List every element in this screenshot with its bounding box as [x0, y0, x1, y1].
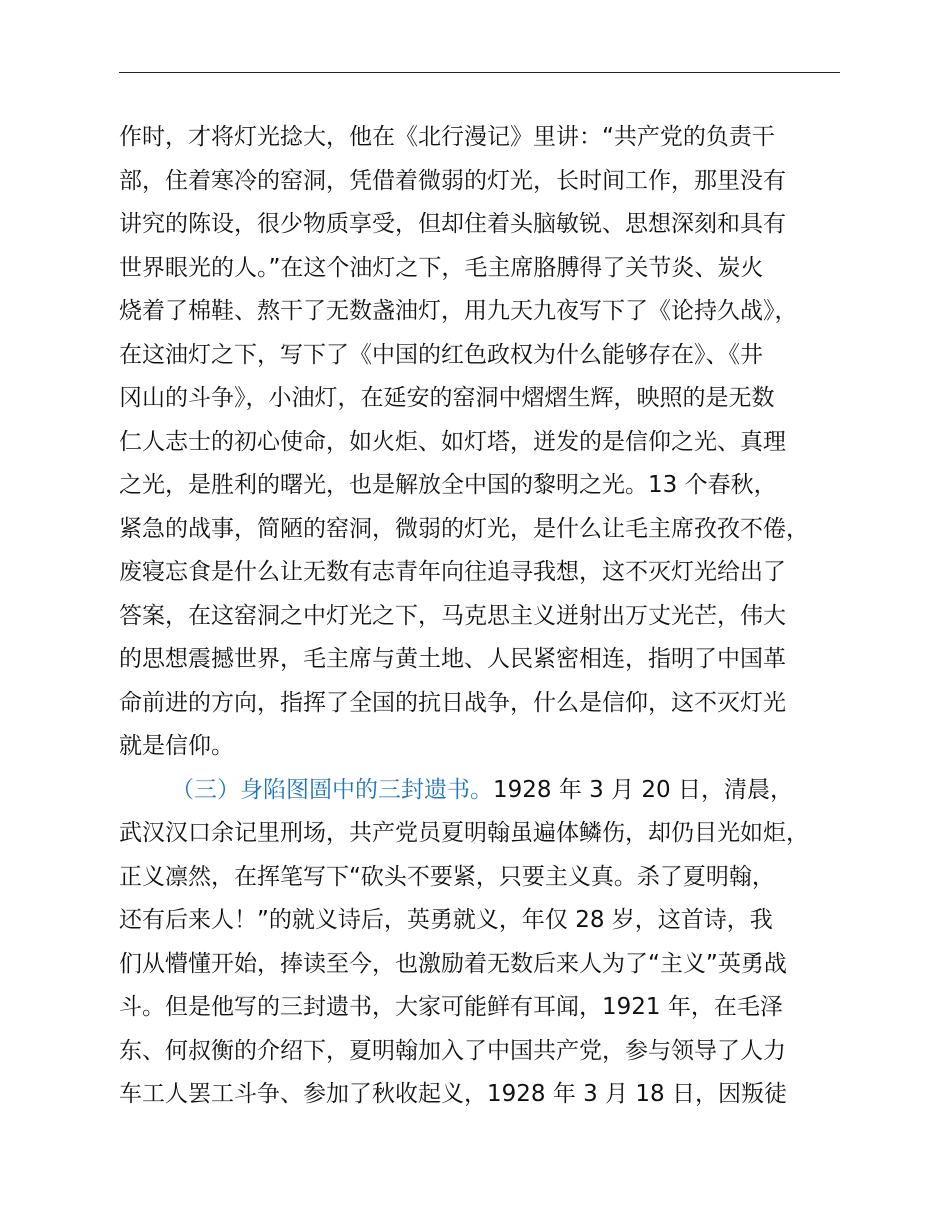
section-heading: （三）身陷图圄中的三封遗书。 — [171, 776, 493, 803]
paragraph-line: 部，住着寒冷的窑洞，凭借着微弱的灯光，长时间工作，那里没有 — [119, 167, 786, 194]
paragraph-line: 斗。但是他写的三封遗书，大家可能鲜有耳闻，1921 年，在毛泽 — [119, 994, 783, 1020]
paragraph-line: 之光，是胜利的曙光，也是解放全中国的黎明之光。13 个春秋， — [119, 472, 777, 498]
paragraph-line: 在这油灯之下，写下了《中国的红色政权为什么能够存在》、《井 — [119, 341, 763, 368]
paragraph-line: 们从懵懂开始，捧读至今，也激励着无数后来人为了“主义”英勇战 — [119, 950, 787, 977]
header-rule — [119, 72, 840, 73]
section-first-line — [119, 769, 843, 813]
paragraph-line: 命前进的方向，指挥了全国的抗日战争，什么是信仰，这不灭灯光 — [119, 689, 786, 716]
paragraph-line: 烧着了棉鞋、熬干了无数盏油灯，用九天九夜写下了《论持久战》， — [119, 298, 798, 324]
paragraph-line: 还有后来人！”的就义诗后，英勇就义，年仅 28 岁，这首诗，我 — [119, 907, 773, 933]
paragraph-line: 的思想震撼世界，毛主席与黄土地、人民紧密相连，指明了中国革 — [119, 646, 786, 672]
paragraph-line: 就是信仰。 — [119, 733, 234, 759]
paragraph-line: 废寝忘食是什么让无数有志青年向往追寻我想，这不灭灯光给出了 — [119, 559, 786, 585]
paragraph-line: 正义凛然，在挥笔写下“砍头不要紧，只要主义真。杀了夏明翰， — [119, 863, 775, 890]
paragraph-line: 紧急的战事，简陋的窑洞，微弱的灯光，是什么让毛主席孜孜不倦， — [119, 515, 809, 542]
paragraph-line: 作时，才将灯光捻大，他在《北行漫记》里讲：“共产党的负责干 — [119, 124, 775, 150]
paragraph-line: 冈山的斗争》，小油灯，在延安的窑洞中熠熠生辉，映照的是无数 — [119, 385, 775, 411]
paragraph-line: 仁人志士的初心使命，如火炬、如灯塔，迸发的是信仰之光、真理 — [119, 428, 786, 455]
section-first-line-text: 1928 年 3 月 20 日，清晨， — [493, 776, 793, 803]
paragraph-line: 车工人罢工斗争、参加了秋收起义，1928 年 3 月 18 日，因叛徒 — [119, 1081, 787, 1107]
document-body — [119, 116, 843, 1117]
paragraph-line: 答案，在这窑洞之中灯光之下，马克思主义迸射出万丈光芒，伟大 — [119, 602, 786, 629]
paragraph-line: 世界眼光的人。”在这个油灯之下，毛主席胳膊得了关节炎、炭火 — [119, 254, 764, 281]
paragraph-line: 武汉汉口余记里刑场，共产党员夏明翰虽遍体鳞伤，却仍目光如炬， — [119, 820, 809, 846]
paragraph-line: 讲究的陈设，很少物质享受，但却住着头脑敏锐、思想深刻和具有 — [119, 211, 786, 237]
paragraph-line: 东、何叔衡的介绍下，夏明翰加入了中国共产党，参与领导了人力 — [119, 1037, 786, 1064]
